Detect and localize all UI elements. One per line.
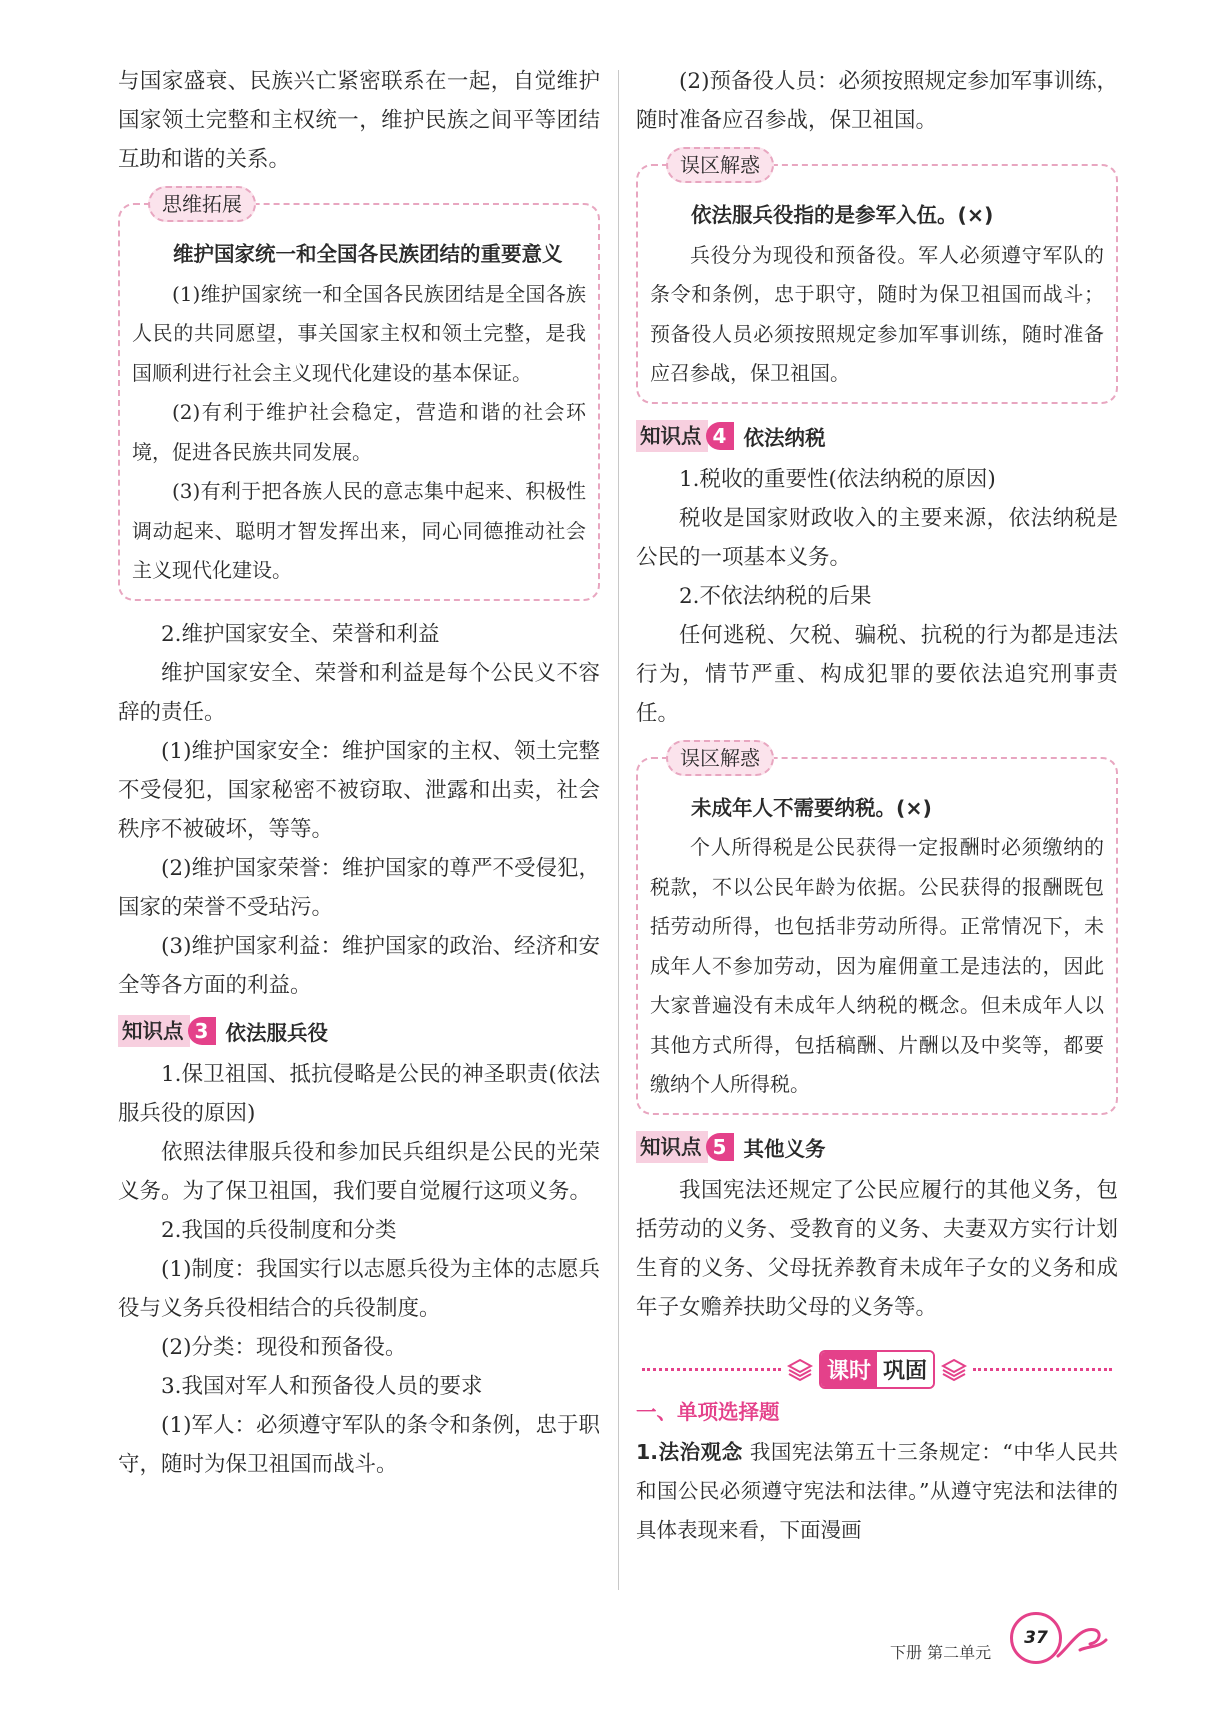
question-number: 1. [636,1439,659,1464]
paragraph: (2)维护国家荣誉：维护国家的尊严不受侵犯，国家的荣誉不受玷污。 [118,855,600,920]
box-title: 维护国家统一和全国各民族团结的重要意义 [173,242,563,266]
kp-number: 5 [706,1133,734,1161]
paragraph: 1.保卫祖国、抵抗侵略是公民的神圣职责(依法服兵役的原因) [118,1061,600,1126]
paragraph: 我国宪法还规定了公民应履行的其他义务，包括劳动的义务、受教育的义务、夫妻双方实行计划生育的义务、父母抚养教育未成年子女的义务和成年子女赡养扶助父母的义务等。 [636,1177,1118,1320]
paragraph: (1)维护国家安全：维护国家的主权、领土完整不受侵犯，国家秘密不被窃取、泄露和出卖，社会秩序不被破坏，等等。 [118,738,600,842]
paragraph: 3.我国对军人和预备役人员的要求 [161,1373,483,1399]
question-text: 我国宪法第五十三条规定：“中华人民共和国公民必须遵守宪法和法律。”从遵守宪法和法律的具体表现来看，下面漫画 [636,1439,1118,1542]
dotted-line [973,1368,1112,1371]
paragraph: 依照法律服兵役和参加民兵组织是公民的光荣义务。为了保卫祖国，我们要自觉履行这项义务。 [118,1139,600,1204]
layers-icon [941,1357,967,1383]
box-item: (2)有利于维护社会稳定，营造和谐的社会环境，促进各民族共同发展。 [132,400,586,464]
question-tag: 法治观念 [658,1439,743,1464]
box-title: 依法服兵役指的是参军入伍。(×) [691,203,994,227]
banner-part1: 课时 [821,1352,877,1387]
page-footer [890,1612,1130,1672]
box-body: 兵役分为现役和预备役。军人必须遵守军队的条令和条例，忠于职守，随时为保卫祖国而战斗；预备役人员必须按照规定参加军事训练，随时准备应召参战，保卫祖国。 [650,242,1104,385]
kp-label: 知识点 [636,420,708,452]
left-column [118,62,600,1484]
knowledge-point-heading [118,1013,600,1049]
paragraph: 1.税收的重要性(依法纳税的原因) [679,466,996,492]
paragraph: (2)分类：现役和预备役。 [161,1334,407,1360]
lesson-consolidation-banner [636,1351,1118,1389]
box-item: (1)维护国家统一和全国各民族团结是全国各族人民的共同愿望，事关国家主权和领土完整，是我国顺利进行社会主义现代化建设的基本保证。 [132,281,586,385]
thinking-expansion-box [118,192,600,601]
right-column [636,62,1118,1550]
kp-title: 其他义务 [743,1136,826,1161]
paragraph: 税收是国家财政收入的主要来源，依法纳税是公民的一项基本义务。 [636,505,1118,570]
paragraph: (2)预备役人员：必须按照规定参加军事训练，随时准备应召参战，保卫祖国。 [636,69,1118,133]
subheading: 2.维护国家安全、荣誉和利益 [161,621,440,647]
banner-title [819,1350,935,1389]
layers-icon [787,1357,813,1383]
paragraph: (1)军人：必须遵守军队的条令和条例，忠于职守，随时为保卫祖国而战斗。 [118,1412,600,1477]
knowledge-point-heading [636,418,1118,454]
box-title: 未成年人不需要纳税。(×) [691,795,932,820]
swirl-decoration-icon [1040,1616,1110,1666]
box-tag: 误区解惑 [666,147,774,183]
knowledge-point-heading [636,1129,1118,1165]
banner-part2: 巩固 [877,1352,933,1387]
column-divider [618,70,619,1590]
kp-label: 知识点 [118,1015,190,1047]
paragraph: (3)维护国家利益：维护国家的政治、经济和安全等各方面的利益。 [118,933,600,998]
footer-text: 下册 第二单元 [890,1643,992,1662]
kp-title: 依法纳税 [743,425,826,450]
paragraph: 2.不依法纳税的后果 [679,583,872,609]
box-tag: 误区解惑 [666,740,774,776]
kp-number: 3 [188,1017,216,1045]
misconception-box [636,745,1118,1115]
kp-title: 依法服兵役 [225,1020,328,1045]
paragraph: 维护国家安全、荣誉和利益是每个公民义不容辞的责任。 [118,660,600,725]
kp-label: 知识点 [636,1131,708,1163]
box-body: 个人所得税是公民获得一定报酬时必须缴纳的税款，不以公民年龄为依据。公民获得的报酬既包括劳动所得，也包括非劳动所得。正常情况下，未成年人不参加劳动，因为雇佣童工是违法的，因此大家普遍没有未成年人纳税的概念。但未成年人以其他方式所得，包括稿酬、片酬以及中奖等，都要缴纳个人所得税。 [650,835,1104,1096]
misconception-box [636,153,1118,404]
intro-paragraph: 与国家盛衰、民族兴亡紧密联系在一起，自觉维护国家领土完整和主权统一，维护民族之间平等团结互助和谐的关系。 [118,69,600,172]
section-heading: 一、单项选择题 [636,1399,780,1424]
kp-number: 4 [706,422,734,450]
question-1 [636,1433,1118,1550]
paragraph: 任何逃税、欠税、骗税、抗税的行为都是违法行为，情节严重、构成犯罪的要依法追究刑事责任。 [636,622,1118,726]
paragraph: (1)制度：我国实行以志愿兵役为主体的志愿兵役与义务兵役相结合的兵役制度。 [118,1256,600,1321]
box-item: (3)有利于把各族人民的意志集中起来、积极性调动起来、聪明才智发挥出来，同心同德推动社会主义现代化建设。 [132,479,586,582]
box-tag: 思维拓展 [148,186,256,222]
dotted-line [642,1368,781,1371]
page-number: 37 [1010,1612,1062,1664]
paragraph: 2.我国的兵役制度和分类 [161,1217,397,1243]
